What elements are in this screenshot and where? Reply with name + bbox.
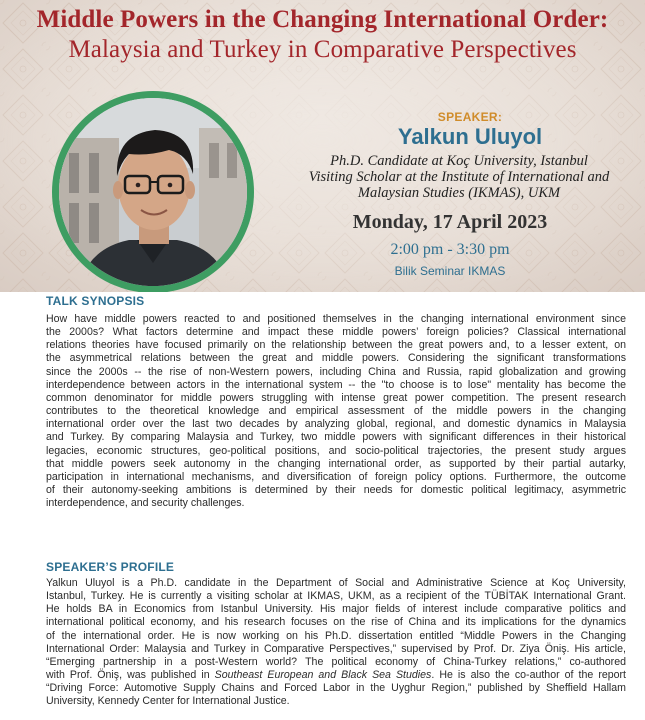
profile-line: “Driving Force: Automotive Supply Chains and Forced Labor in the Uyghur Region,” published by Sheffield Hallam (46, 682, 626, 695)
event-date: Monday, 17 April 2023 (352, 211, 548, 233)
speaker-portrait-image (59, 98, 247, 286)
synopsis-line: participation in international mechanisms, and diversification of foreign policy options. Furthermore, the outcome (46, 470, 626, 483)
synopsis-line: interdependence, and security challenges. (46, 497, 245, 510)
profile-line-part: . He is also the co-author of the report (431, 669, 626, 682)
synopsis-line: since the 2000s -- the rise of non-Western powers, including China and Russia, rapid globalization and growing (46, 365, 626, 378)
profile-text (46, 577, 626, 709)
synopsis-line: relations theories have focused primarily on the relationship between the great powers and, to a lesser extent, on (46, 339, 626, 352)
profile-line (46, 669, 626, 682)
synopsis-text (46, 313, 626, 510)
profile-line: International Order: Malaysia and Turkey in Comparative Perspectives,” supervised by Prof. Dr. Ziya Öniş. His article, (46, 642, 626, 655)
event-time: 2:00 pm - 3:30 pm (390, 241, 510, 258)
synopsis-line: How have middle powers reacted to and positioned themselves in the changing international environment since (46, 313, 626, 325)
profile-line: Yalkun Uluyol is a Ph.D. candidate in the Department of Social and Administrative Science at Koç University, (46, 577, 626, 589)
speaker-label: SPEAKER: (437, 110, 503, 124)
speaker-affiliation-line: Malaysian Studies (IKMAS), UKM (357, 185, 561, 201)
profile-line: “Emerging partnership in a post-Western world? The political economy of China-Turkey relations,” co-authored (46, 655, 626, 668)
event-title-line-1: Middle Powers in the Changing International Order: (36, 6, 609, 33)
event-venue: Bilik Seminar IKMAS (394, 264, 506, 278)
speaker-photo-frame (52, 91, 254, 292)
profile-line: international political economy, and his research focuses on the rise of China and its implications for the dynamics (46, 616, 626, 629)
synopsis-line: interdependence between actors in the international system -- the "to choose is to lose" mentality has become the (46, 378, 626, 391)
synopsis-line: common denominator for middle powers struggling with intense great power competition. The present research (46, 391, 626, 404)
profile-heading: SPEAKER’S PROFILE (46, 560, 175, 574)
speaker-affiliation (286, 153, 632, 201)
poster-header (0, 0, 645, 292)
speaker-photo (59, 98, 247, 286)
speaker-name: Yalkun Uluyol (397, 124, 543, 149)
profile-line: University, Kennedy Center for International Justice. (46, 695, 290, 708)
synopsis-line: legacies, economic structures, geo-political positions, and socio-political trajectories, the present study argues (46, 444, 626, 457)
synopsis-line: that middle powers seek autonomy in the changing international order, as supported by their partial autarky, (46, 457, 626, 470)
synopsis-line: of their autonomy-seeking ambitions is determined by their needs for domestic political legitimacy, asymmetric (46, 484, 626, 497)
synopsis-line: international order over the last two decades by analyzing global, regional, and domestic dynamics in Malaysia (46, 418, 626, 431)
synopsis-heading: TALK SYNOPSIS (46, 294, 145, 308)
profile-line-part: with Prof. Öniş, was published in (46, 669, 215, 682)
event-title-line-2: Malaysia and Turkey in Comparative Perspectives (68, 36, 577, 63)
profile-line: He holds BA in Economics from Istanbul University. His major fields of interest include comparative politics and (46, 603, 626, 616)
profile-line: of the international order. He is now working on his Ph.D. dissertation entitled “Middle Powers in the Changing (46, 629, 626, 642)
speaker-affiliation-line: Visiting Scholar at the Institute of International and (308, 169, 610, 185)
journal-name: Southeast European and Black Sea Studies (214, 669, 432, 682)
synopsis-line: and Turkey. By comparing Malaysia and Turkey, two middle powers with significant differences in their historical (46, 431, 626, 444)
synopsis-line: the 2000s? What factors determine and impact these middle powers’ foreign policies? Classical international (46, 326, 626, 339)
synopsis-line: the asymmetrical relations between the great and middle powers. Considering the significant transformations (46, 352, 626, 365)
profile-line: Istanbul, Turkey. He is currently a visiting scholar at IKMAS, UKM, as a recipient of the TÜBİTAK International Grant. (46, 590, 626, 603)
speaker-affiliation-line: Ph.D. Candidate at Koç University, Istanbul (330, 153, 588, 169)
poster-body (0, 292, 645, 720)
synopsis-line: contributes to the theoretical knowledge and empirical assessment of the middle powers in the changing (46, 405, 626, 418)
